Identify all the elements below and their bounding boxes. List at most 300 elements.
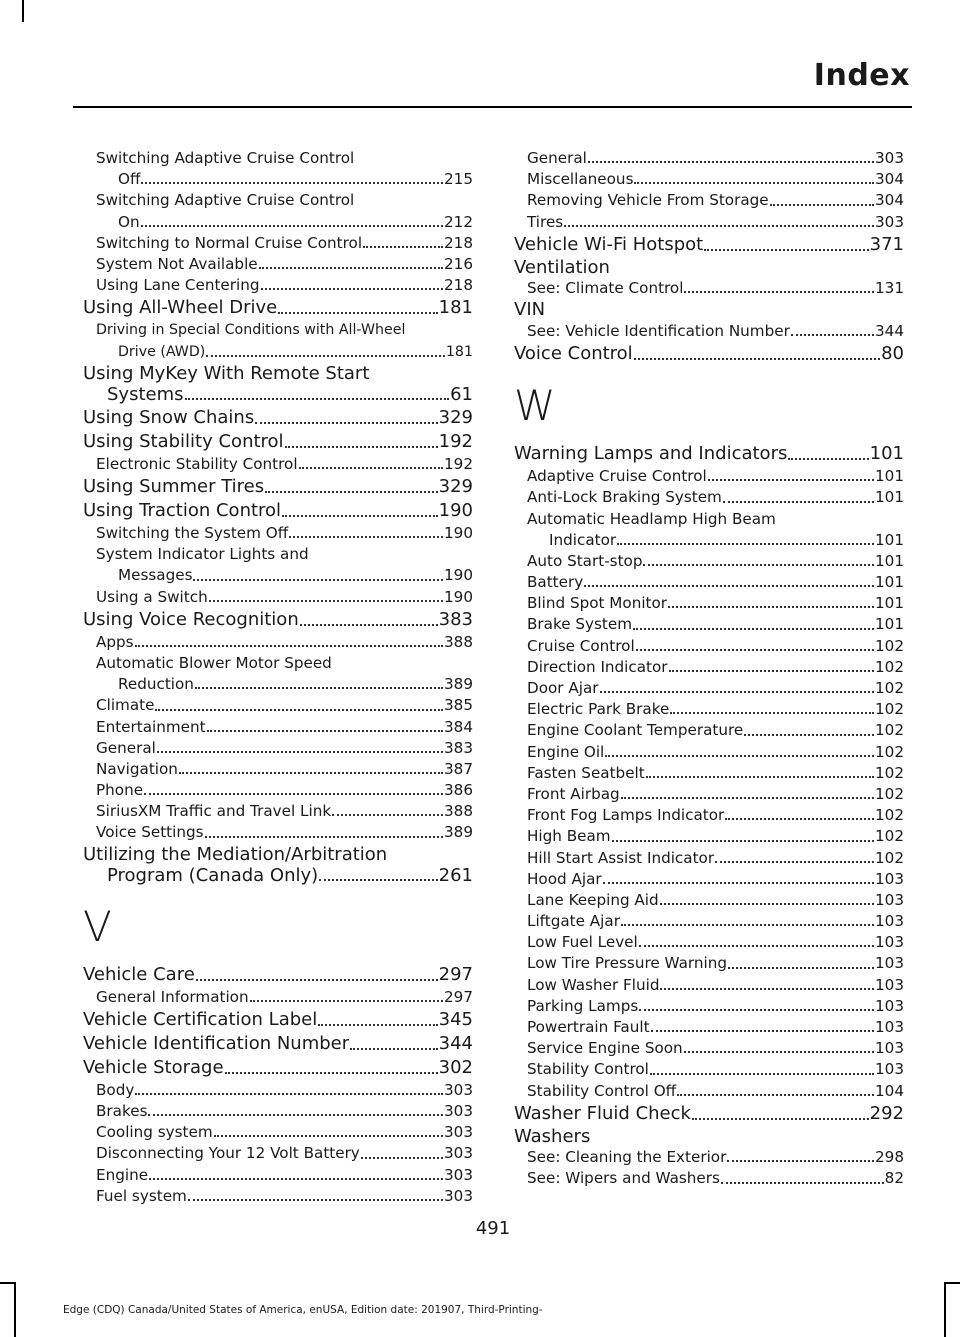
dot-leader (225, 1072, 438, 1074)
index-subentry-stability-control[interactable] (514, 1059, 904, 1080)
page-ref: 302 (438, 1056, 473, 1078)
index-subentry-adaptive-cruise-control[interactable] (514, 466, 904, 487)
entry-label: Using Stability Control (83, 430, 284, 452)
page-ref: 82 (884, 1169, 904, 1188)
index-subentry-low-washer-fluid[interactable] (514, 975, 904, 996)
dot-leader (727, 1160, 874, 1162)
dot-leader (636, 649, 874, 651)
index-subentry-liftgate-ajar[interactable] (514, 911, 904, 932)
index-entry-washer-fluid-check[interactable] (514, 1102, 904, 1126)
page-ref: 104 (875, 1081, 904, 1100)
page-ref: 303 (444, 1102, 473, 1121)
entry-label: Powertrain Fault (527, 1018, 650, 1037)
dot-leader (668, 606, 874, 608)
index-subentry-system-indicator-lights-and-messages[interactable] (83, 544, 473, 586)
dot-leader (723, 501, 874, 503)
index-subentry-switching-adaptive-cruise-control-on[interactable] (83, 190, 473, 232)
entry-label: Electric Park Brake (527, 700, 670, 719)
page-ref: 303 (875, 148, 904, 167)
index-subentry-service-engine-soon[interactable] (514, 1038, 904, 1059)
page-ref: 103 (875, 954, 904, 973)
dot-leader (196, 979, 438, 981)
dot-leader (259, 267, 443, 269)
page-ref: 215 (444, 170, 473, 189)
page-ref: 101 (875, 594, 904, 613)
header-rule (73, 106, 912, 108)
entry-label-line2 (83, 384, 473, 406)
dot-leader (135, 1093, 443, 1095)
index-subentry-disconnecting-your-12-volt-battery[interactable] (83, 1143, 473, 1164)
page-ref: 303 (444, 1144, 473, 1163)
page-ref: 103 (875, 1018, 904, 1037)
page-ref: 181 (445, 343, 473, 360)
entry-label: See: Climate Control (527, 279, 684, 298)
entry-label: Anti-Lock Braking System (527, 488, 722, 507)
index-entry-using-summer-tires[interactable] (83, 475, 473, 499)
entry-label: Reduction (118, 675, 194, 694)
index-entry-vehicle-certification-label[interactable] (83, 1008, 473, 1032)
index-subentry-general-information[interactable] (83, 987, 473, 1008)
entry-label-line1: Driving in Special Conditions with All-Wheel (96, 322, 406, 339)
dot-leader (214, 1135, 443, 1137)
index-letter-v: V (83, 901, 112, 951)
crop-mark-top-left (22, 0, 24, 22)
index-subentry-body[interactable] (83, 1080, 473, 1101)
page-ref: 102 (875, 806, 904, 825)
page-ref: 303 (444, 1080, 473, 1099)
dot-leader (332, 814, 443, 816)
dot-leader (684, 1051, 874, 1053)
index-subentry-parking-lamps[interactable] (514, 996, 904, 1017)
index-subentry-general[interactable] (514, 148, 904, 169)
dot-leader (634, 358, 880, 360)
entry-label-line2 (96, 674, 473, 695)
entry-label-line1: Automatic Blower Motor Speed (96, 653, 332, 672)
page-ref: 387 (444, 759, 473, 778)
index-subentry-powertrain-fault[interactable] (514, 1017, 904, 1038)
dot-leader (564, 225, 874, 227)
entry-label: Indicator (549, 530, 617, 549)
entry-label: Stability Control Off (527, 1081, 677, 1100)
page-ref: 102 (875, 827, 904, 846)
entry-label: Disconnecting Your 12 Volt Battery (96, 1144, 360, 1163)
index-entry-voice-control[interactable] (514, 342, 904, 366)
index-subentry-electric-park-brake[interactable] (514, 699, 904, 720)
page-ref: 261 (438, 865, 473, 887)
page-ref: 61 (450, 384, 473, 406)
index-subentry-driving-in-special-conditions-with-all-wheel-drive-awd[interactable] (83, 320, 473, 362)
index-subentry-lane-keeping-aid[interactable] (514, 890, 904, 911)
entry-label-line1: Automatic Headlamp High Beam (527, 509, 776, 528)
entry-label: Warning Lamps and Indicators (514, 443, 788, 465)
index-heading-vin: VIN (514, 299, 546, 321)
index-subentry-high-beam[interactable] (514, 826, 904, 847)
index-subentry-see-cleaning-the-exterior[interactable] (514, 1147, 904, 1168)
page-ref: 103 (875, 869, 904, 888)
index-column-left (83, 148, 473, 1207)
index-subentry-fasten-seatbelt[interactable] (514, 763, 904, 784)
page-ref: 102 (875, 784, 904, 803)
dot-leader (677, 1094, 874, 1096)
dot-leader (621, 924, 874, 926)
page-ref: 103 (875, 912, 904, 931)
entry-label: Fasten Seatbelt (527, 763, 645, 782)
dot-leader (185, 398, 450, 400)
page-ref: 304 (875, 191, 904, 210)
index-subentry-hood-ajar[interactable] (514, 869, 904, 890)
entry-label: Engine (96, 1165, 149, 1184)
index-subentry-hill-start-assist-indicator[interactable] (514, 848, 904, 869)
entry-label: Using All-Wheel Drive (83, 297, 278, 319)
entry-label: Using Summer Tires (83, 475, 265, 497)
index-subentry-see-wipers-and-washers[interactable] (514, 1168, 904, 1189)
index-subentry-electronic-stability-control[interactable] (83, 454, 473, 475)
page-ref: 102 (875, 721, 904, 740)
index-subentry-stability-control-off[interactable] (514, 1081, 904, 1102)
entry-label-line1: System Indicator Lights and (96, 545, 309, 564)
dot-leader (660, 988, 874, 990)
dot-leader (646, 776, 874, 778)
entry-label: Using Lane Centering (96, 276, 260, 295)
dot-leader (149, 1178, 443, 1180)
dot-leader (617, 543, 874, 545)
entry-label: Miscellaneous (527, 170, 634, 189)
page-ref: 101 (875, 488, 904, 507)
index-subentry-low-fuel-level[interactable] (514, 932, 904, 953)
dot-leader (605, 755, 874, 757)
entry-label: Service Engine Soon (527, 1039, 683, 1058)
page-ref: 344 (875, 321, 904, 340)
index-subentry-general[interactable] (83, 738, 473, 759)
page-ref: 292 (869, 1102, 904, 1124)
index-subentry-removing-vehicle-from-storage[interactable] (514, 190, 904, 211)
page-ref: 101 (875, 530, 904, 549)
index-subentry-siriusxm-traffic-and-travel-link[interactable] (83, 801, 473, 822)
index-entry-vehicle-storage[interactable] (83, 1056, 473, 1080)
index-column-right (514, 148, 904, 1190)
index-subentry-navigation[interactable] (83, 759, 473, 780)
dot-leader (205, 836, 443, 838)
entry-label-line1: Utilizing the Mediation/Arbitration (83, 843, 388, 865)
entry-label-line2 (96, 212, 473, 233)
entry-label: Front Airbag (527, 784, 620, 803)
entry-label: Removing Vehicle From Storage (527, 191, 769, 210)
index-subentry-switching-the-system-off[interactable] (83, 523, 473, 544)
index-entry-using-all-wheel-drive[interactable] (83, 296, 473, 320)
entry-label: Systems (107, 384, 184, 406)
dot-leader (188, 1199, 443, 1201)
index-entry-warning-lamps-and-indicators[interactable] (514, 442, 904, 466)
entry-label: Front Fog Lamps Indicator (527, 806, 725, 825)
entry-label: General Information (96, 987, 249, 1006)
entry-label: General (96, 738, 156, 757)
entry-label: Navigation (96, 759, 178, 778)
dot-leader (643, 564, 874, 566)
dot-leader (289, 536, 443, 538)
page-ref: 192 (444, 454, 473, 473)
index-entry-utilizing-the-mediation-arbitration-program-canada-only[interactable] (83, 844, 473, 887)
page-ref: 388 (444, 632, 473, 651)
index-subentry-automatic-blower-motor-speed-reduction[interactable] (83, 653, 473, 695)
dot-leader (299, 467, 443, 469)
dot-leader (285, 446, 438, 448)
index-subentry-low-tire-pressure-warning[interactable] (514, 953, 904, 974)
page-ref: 385 (444, 696, 473, 715)
index-entry-using-traction-control[interactable] (83, 499, 473, 523)
entry-label: Electronic Stability Control (96, 454, 298, 473)
dot-leader (708, 479, 874, 481)
index-subentry-fuel-system[interactable] (83, 1186, 473, 1207)
index-subentry-voice-settings[interactable] (83, 822, 473, 843)
entry-label: Program (Canada Only) (107, 865, 319, 887)
page-ref: 297 (438, 963, 473, 985)
index-subentry-cruise-control[interactable] (514, 636, 904, 657)
dot-leader (634, 182, 874, 184)
page-ref: 389 (444, 823, 473, 842)
entry-label: High Beam (527, 827, 611, 846)
page-ref: 103 (875, 933, 904, 952)
index-subentry-entertainment[interactable] (83, 717, 473, 738)
page-ref: 103 (875, 996, 904, 1015)
dot-leader (209, 600, 443, 602)
dot-leader (206, 355, 445, 357)
entry-label: Vehicle Identification Number (83, 1032, 350, 1054)
page-ref: 101 (875, 551, 904, 570)
dot-leader (684, 291, 874, 293)
page-ref: 298 (875, 1148, 904, 1167)
index-entry-vehicle-care[interactable] (83, 963, 473, 987)
dot-leader (282, 515, 438, 517)
index-entry-using-mykey-with-remote-start-systems[interactable] (83, 363, 473, 406)
entry-label: SiriusXM Traffic and Travel Link (96, 802, 332, 821)
page-ref: 131 (875, 279, 904, 298)
dot-leader (144, 793, 443, 795)
index-subentry-brakes[interactable] (83, 1101, 473, 1122)
entry-label: Hood Ajar (527, 869, 602, 888)
page-ref: 192 (438, 430, 473, 452)
dot-leader (318, 1024, 437, 1026)
index-subentry-system-not-available[interactable] (83, 254, 473, 275)
index-subentry-door-ajar[interactable] (514, 678, 904, 699)
page-ref: 190 (444, 523, 473, 542)
entry-label: Voice Settings (96, 823, 204, 842)
page-ref: 103 (875, 1060, 904, 1079)
dot-leader (639, 1009, 874, 1011)
dot-leader (669, 670, 874, 672)
index-subentry-using-lane-centering[interactable] (83, 275, 473, 296)
entry-label-line2 (83, 865, 473, 887)
entry-label: Tires (527, 212, 564, 231)
index-subentry-switching-adaptive-cruise-control-off[interactable] (83, 148, 473, 190)
entry-label-line2 (527, 530, 904, 551)
dot-leader (278, 312, 437, 314)
entry-label: Adaptive Cruise Control (527, 467, 707, 486)
page-ref: 384 (444, 717, 473, 736)
entry-label: Low Fuel Level (527, 933, 638, 952)
index-subentry-engine-oil[interactable] (514, 742, 904, 763)
index-heading-ventilation: Ventilation (514, 256, 610, 278)
entry-label: Phone (96, 781, 144, 800)
entry-label: Climate (96, 696, 155, 715)
index-subentry-see-climate-control[interactable] (514, 278, 904, 299)
index-entry-vehicle-wi-fi-hotspot[interactable] (514, 233, 904, 257)
page-number: 491 (475, 1218, 511, 1239)
entry-label: Fuel system (96, 1186, 187, 1205)
index-heading-washers: Washers (514, 1125, 591, 1147)
dot-leader (788, 458, 868, 460)
dot-leader (141, 182, 443, 184)
entry-label: Brake System (527, 615, 633, 634)
page-ref: 101 (869, 443, 904, 465)
entry-label: Cruise Control (527, 636, 635, 655)
page-ref: 103 (875, 890, 904, 909)
dot-leader (584, 585, 874, 587)
index-subentry-front-airbag[interactable] (514, 784, 904, 805)
index-subentry-engine[interactable] (83, 1165, 473, 1186)
index-entry-using-stability-control[interactable] (83, 430, 473, 454)
entry-label: Messages (118, 566, 193, 585)
dot-leader (363, 246, 443, 248)
dot-leader (300, 624, 438, 626)
page-ref: 103 (875, 1039, 904, 1058)
index-subentry-blind-spot-monitor[interactable] (514, 593, 904, 614)
index-subentry-engine-coolant-temperature[interactable] (514, 720, 904, 741)
dot-leader (179, 772, 443, 774)
dot-leader (255, 422, 437, 424)
entry-label: Using Snow Chains (83, 406, 255, 428)
index-subentry-auto-start-stop[interactable] (514, 551, 904, 572)
page-ref: 304 (875, 170, 904, 189)
index-subentry-direction-indicator[interactable] (514, 657, 904, 678)
page-ref: 190 (438, 499, 473, 521)
entry-label: Vehicle Care (83, 963, 195, 985)
entry-label: Direction Indicator (527, 657, 668, 676)
dot-leader (660, 903, 874, 905)
page-ref: 102 (875, 848, 904, 867)
dot-leader (250, 1000, 443, 1002)
index-subentry-using-a-switch[interactable] (83, 587, 473, 608)
index-subentry-anti-lock-braking-system[interactable] (514, 487, 904, 508)
entry-label: Engine Oil (527, 742, 605, 761)
entry-label-line1: Switching Adaptive Cruise Control (96, 149, 355, 167)
page-ref: 101 (875, 615, 904, 634)
index-entry-using-snow-chains[interactable] (83, 406, 473, 430)
index-subentry-phone[interactable] (83, 780, 473, 801)
page-ref: 389 (444, 675, 473, 694)
entry-label: Hill Start Assist Indicator (527, 848, 715, 867)
page-ref: 101 (875, 467, 904, 486)
dot-leader (350, 1048, 437, 1050)
page-ref: 102 (875, 763, 904, 782)
dot-leader (603, 882, 874, 884)
page-ref: 303 (444, 1165, 473, 1184)
dot-leader (621, 797, 874, 799)
entry-label: Off (118, 170, 141, 189)
dot-leader (135, 645, 443, 647)
entry-label: Engine Coolant Temperature (527, 721, 744, 740)
entry-label: Entertainment (96, 717, 206, 736)
entry-label: Switching the System Off (96, 523, 289, 542)
entry-label: Low Washer Fluid (527, 975, 660, 994)
dot-leader (715, 861, 874, 863)
dot-leader (319, 879, 437, 881)
dot-leader (265, 491, 438, 493)
entry-label: Parking Lamps (527, 996, 639, 1015)
entry-label-line2 (96, 565, 473, 586)
page-title: Index (813, 58, 910, 93)
crop-mark-bottom-right (944, 1282, 960, 1284)
page-ref: 102 (875, 742, 904, 761)
dot-leader (725, 818, 874, 820)
entry-label: Washer Fluid Check (514, 1102, 691, 1124)
index-entry-using-voice-recognition[interactable] (83, 608, 473, 632)
dot-leader (141, 225, 443, 227)
index-subentry-brake-system[interactable] (514, 614, 904, 635)
index-subentry-cooling-system[interactable] (83, 1122, 473, 1143)
dot-leader (612, 840, 874, 842)
index-subentry-automatic-headlamp-high-beam-indicator[interactable] (514, 509, 904, 551)
page-ref: 383 (438, 608, 473, 630)
entry-label: Liftgate Ajar (527, 912, 620, 931)
page-ref: 297 (444, 987, 473, 1006)
page-ref: 101 (875, 573, 904, 592)
dot-leader (770, 204, 874, 206)
index-letter-w: W (514, 381, 556, 431)
index-subentry-apps[interactable] (83, 632, 473, 653)
entry-label: Drive (AWD) (118, 343, 206, 360)
page-ref: 303 (444, 1186, 473, 1205)
dot-leader (148, 1114, 443, 1116)
index-subentry-see-vehicle-identification-number[interactable] (514, 321, 904, 342)
entry-label-line2 (96, 342, 473, 363)
entry-label: See: Cleaning the Exterior (527, 1148, 727, 1167)
page-ref: 371 (869, 233, 904, 255)
page-ref: 303 (875, 212, 904, 231)
crop-mark-bottom-left-vertical (14, 1282, 16, 1337)
entry-label: Battery (527, 573, 584, 592)
dot-leader (207, 730, 443, 732)
entry-label: Apps (96, 632, 134, 651)
page-ref: 190 (444, 587, 473, 606)
footer-edition-text: Edge (CDQ) Canada/United States of America, enUSA, Edition date: 201907, Third-Printing- (63, 1304, 543, 1316)
dot-leader (728, 967, 874, 969)
index-subentry-tires[interactable] (514, 212, 904, 233)
entry-label-line1: Switching Adaptive Cruise Control (96, 191, 355, 210)
page-ref: 303 (444, 1123, 473, 1142)
index-subentry-front-fog-lamps-indicator[interactable] (514, 805, 904, 826)
page-ref: 181 (438, 297, 473, 319)
dot-leader (195, 687, 443, 689)
page-ref: 345 (438, 1008, 473, 1030)
index-entry-vehicle-identification-number[interactable] (83, 1032, 473, 1056)
entry-label: See: Wipers and Washers (527, 1169, 720, 1188)
dot-leader (791, 334, 874, 336)
dot-leader (721, 1182, 884, 1184)
page-ref: 80 (881, 343, 904, 365)
dot-leader (633, 628, 874, 630)
index-subentry-miscellaneous[interactable] (514, 169, 904, 190)
page-ref: 212 (444, 212, 473, 231)
index-subentry-climate[interactable] (83, 695, 473, 716)
dot-leader (670, 712, 874, 714)
page-ref: 329 (438, 406, 473, 428)
index-subentry-switching-to-normal-cruise-control[interactable] (83, 233, 473, 254)
dot-leader (193, 579, 443, 581)
index-subentry-battery[interactable] (514, 572, 904, 593)
dot-leader (650, 1073, 874, 1075)
page-ref: 218 (444, 233, 473, 252)
page-ref: 102 (875, 679, 904, 698)
